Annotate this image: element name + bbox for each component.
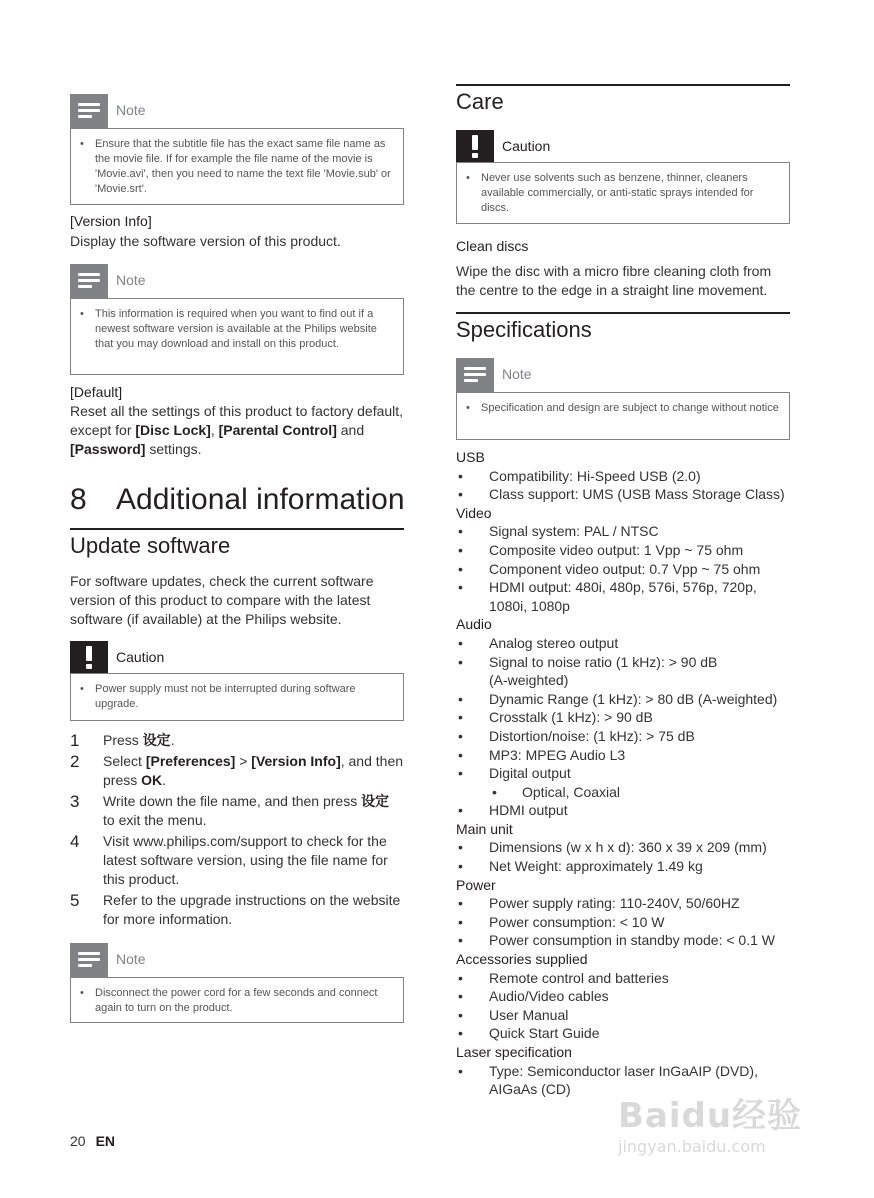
step-item: 4 Visit www.philips.com/support to check for the latest software version, using the file name for this product.: [70, 832, 388, 887]
spec-category-video: Video: [456, 504, 492, 521]
caution-box-solvents: Caution • Never use solvents such as benzene, thinner, cleaners available commercially, or anti-static sprays intended for discs.: [456, 130, 790, 224]
note-text: Specification and design are subject to change without notice: [481, 402, 779, 414]
note-box-specs: Note • Specification and design are subject to change without notice: [456, 358, 790, 440]
note-label: Note: [116, 951, 146, 967]
caution-text: Power supply must not be interrupted during software upgrade.: [95, 683, 356, 710]
note-text: Ensure that the subtitle file has the exact same file name as the movie file. If for example the file name of the movie is 'Movie.avi', then you need to name the text file 'Movie.sub' or 'Movie.srt'.: [95, 138, 391, 195]
step-item: 5 Refer to the upgrade instructions on the website for more information.: [70, 891, 401, 927]
caution-label: Caution: [502, 138, 551, 154]
chapter-heading: [70, 483, 405, 517]
note-box-disconnect: Note • Disconnect the power cord for a few seconds and connect again to turn on the product.: [70, 943, 404, 1023]
note-text: This information is required when you want to find out if a newest software version is available at the Philips website that you may download and install on this product.: [95, 308, 377, 350]
spec-item: • Type: Semiconductor laser InGaAIP (DVD), AIGaAs (CD): [456, 1062, 789, 1099]
note-icon: [70, 94, 108, 128]
version-info-text: Display the software version of this product.: [70, 233, 341, 249]
specs-rule: [456, 312, 790, 314]
baidu-watermark: [618, 1088, 828, 1168]
specifications-list: [456, 448, 796, 1099]
note-box-version: Note • This information is required when you want to find out if a newest software version is available at the Philips website that you may download and install on this product.: [70, 264, 404, 375]
spec-item: • Compatibility: Hi-Speed USB (2.0): [456, 467, 796, 486]
spec-item: • Dynamic Range (1 kHz): > 80 dB (A-weighted): [456, 690, 796, 709]
note-text: Disconnect the power cord for a few seconds and connect again to turn on the product.: [95, 987, 378, 1014]
spec-item: • Power supply rating: 110-240V, 50/60HZ: [456, 894, 796, 913]
spec-item: • Component video output: 0.7 Vpp ~ 75 ohm: [456, 560, 796, 579]
spec-item: • Signal to noise ratio (1 kHz): > 90 dB (A-weighted): [456, 653, 739, 690]
note-icon: [456, 358, 494, 392]
page-number: 20: [70, 1133, 86, 1149]
update-software-heading: Update software: [70, 533, 231, 558]
watermark-url: jingyan.baidu.com: [618, 1137, 766, 1156]
step-item: 1 Press 设定.: [70, 731, 175, 750]
spec-category-audio: Audio: [456, 616, 492, 633]
spec-item: • Class support: UMS (USB Mass Storage Class): [456, 485, 796, 504]
default-text: Reset all the settings of this product to factory default, except for [Disc Lock], [Parental Control] and [Password] settings.: [70, 403, 404, 457]
clean-discs-title: Clean discs: [456, 238, 529, 254]
note-label: Note: [116, 102, 146, 118]
language-code: EN: [95, 1133, 116, 1149]
spec-item: • Signal system: PAL / NTSC: [456, 522, 796, 541]
spec-item: • MP3: MPEG Audio L3: [456, 746, 796, 765]
spec-category-power: Power: [456, 876, 496, 893]
page-footer: [70, 1133, 115, 1149]
spec-item: • Remote control and batteries: [456, 969, 796, 988]
caution-box-power: Caution • Power supply must not be interrupted during software upgrade.: [70, 641, 404, 721]
note-label: Note: [116, 272, 146, 288]
spec-item: • User Manual: [456, 1006, 796, 1025]
caution-label: Caution: [116, 649, 165, 665]
spec-sub-item: • Optical, Coaxial: [456, 783, 796, 802]
note-icon: [70, 943, 108, 977]
spec-category-accessories: Accessories supplied: [456, 951, 588, 968]
caution-icon: [70, 641, 108, 673]
step-item: 2 Select [Preferences] > [Version Info], and then press OK.: [70, 752, 404, 788]
care-heading: Care: [456, 89, 504, 114]
spec-item: • Composite video output: 1 Vpp ~ 75 ohm: [456, 541, 796, 560]
spec-item: • Audio/Video cables: [456, 987, 796, 1006]
chapter-rule: [70, 528, 404, 530]
version-info-title: [Version Info]: [70, 213, 152, 229]
spec-item: • Analog stereo output: [456, 634, 796, 653]
spec-item: • HDMI output: [456, 801, 796, 820]
note-icon: [70, 264, 108, 298]
spec-item: • Dimensions (w x h x d): 360 x 39 x 209 (mm): [456, 838, 796, 857]
spec-item: • Power consumption in standby mode: < 0.1 W: [456, 931, 796, 950]
spec-item: • Power consumption: < 10 W: [456, 913, 796, 932]
chapter-number: 8: [70, 483, 87, 516]
note-box-subtitle: Note • Ensure that the subtitle file has the exact same file name as the movie file. If for example the file name of the movie is 'Movie.avi', then you need to name the text file 'Movie.sub' or 'Movie.srt'.: [70, 94, 404, 205]
spec-category-usb: USB: [456, 449, 485, 465]
clean-discs-text: Wipe the disc with a micro fibre cleaning cloth from the centre to the edge in a straight line movement.: [456, 263, 772, 298]
spec-item: • Distortion/noise: (1 kHz): > 75 dB: [456, 727, 796, 746]
caution-icon: [456, 130, 494, 162]
chapter-title: Additional information: [116, 483, 405, 516]
spec-category-laser: Laser specification: [456, 1044, 572, 1060]
spec-category-main-unit: Main unit: [456, 820, 513, 837]
spec-item: • Digital output: [456, 764, 796, 783]
watermark-logo: Baidu经验: [618, 1096, 803, 1136]
care-rule: [456, 84, 790, 86]
caution-text: Never use solvents such as benzene, thinner, cleaners available commercially, or anti-static sprays intended for discs.: [481, 172, 754, 214]
spec-item: • Net Weight: approximately 1.49 kg: [456, 857, 796, 876]
spec-item: • HDMI output: 480i, 480p, 576i, 576p, 720p, 1080i, 1080p: [456, 578, 789, 615]
specifications-heading: Specifications: [456, 317, 592, 342]
step-item: 3 Write down the file name, and then press 设定 to exit the menu.: [70, 792, 390, 828]
update-steps: [70, 731, 404, 931]
note-label: Note: [502, 366, 532, 382]
update-intro: For software updates, check the current software version of this product to compare with the latest software (if available) at the Philips website.: [70, 573, 374, 627]
default-title: [Default]: [70, 384, 123, 400]
spec-item: • Quick Start Guide: [456, 1024, 796, 1043]
spec-item: • Crosstalk (1 kHz): > 90 dB: [456, 708, 796, 727]
